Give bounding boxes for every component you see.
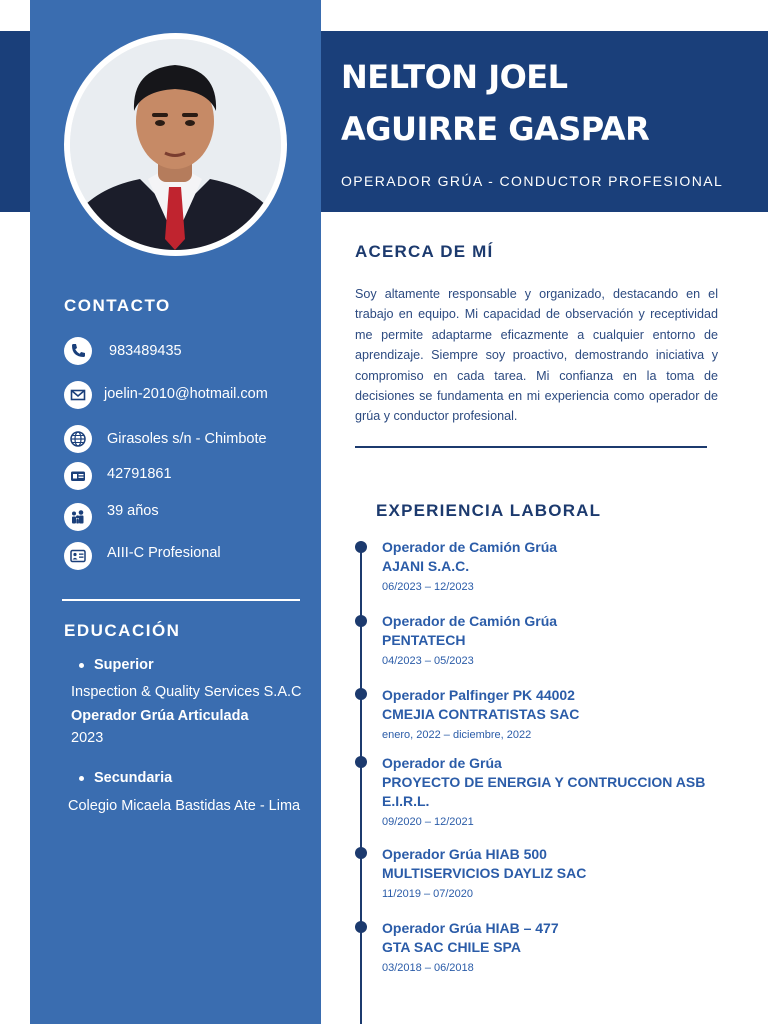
globe-icon [64,425,92,453]
job-role: Operador de Camión Grúa [382,613,558,629]
about-divider [355,446,707,448]
job-entry [382,685,722,742]
about-heading: ACERCA DE MÍ [355,242,494,261]
education-institution: Colegio Micaela Bastidas Ate - Lima [68,798,301,814]
contact-address: Girasoles s/n - Chimbote [107,431,267,447]
job-entry [382,611,722,668]
phone-icon [64,337,92,365]
job-dates: 04/2023 – 05/2023 [382,655,474,667]
about-text: Soy altamente responsable y organizado, destacando en el trabajo en equipo. Mi capacidad de observación y receptividad me permite adaptarme eficazmente a cualquier entorno de aprendizaje. Siempre soy proactivo, demostrando iniciativa y compromiso en cada tarea. Mi confianza en la toma de decisiones se fundamenta en mi experiencia como operador de grúa y conductor profesional. [355,287,718,424]
job-role: Operador Grúa HIAB – 477 [382,920,559,936]
job-entry [382,537,722,594]
job-company: GTA SAC CHILE SPA [382,939,521,955]
job-company: CMEJIA CONTRATISTAS SAC [382,706,580,722]
contact-dni: 42791861 [107,466,172,482]
job-role: Operador de Camión Grúa [382,539,558,555]
contact-phone: 983489435 [109,343,182,359]
job-company: PROYECTO DE ENERGIA Y CONTRUCCION ASB E.I.R.L. [382,774,706,809]
name-second-line: AGUIRRE GASPAR [341,110,650,148]
bullet [79,663,84,668]
bullet [79,776,84,781]
contact-email: joelin-2010@hotmail.com [104,386,268,402]
job-company: MULTISERVICIOS DAYLIZ SAC [382,865,587,881]
contact-age: 39 años [107,503,159,519]
timeline-dot [355,756,367,768]
license-icon [64,542,92,570]
family-icon [64,503,92,531]
job-entry [382,844,722,901]
education-year: 2023 [71,730,104,746]
timeline-dot [355,688,367,700]
profile-photo-illustration [70,39,281,250]
timeline-dot [355,847,367,859]
job-role: Operador Grúa HIAB 500 [382,846,547,862]
job-company: AJANI S.A.C. [382,558,470,574]
email-icon [64,381,92,409]
profile-photo [70,39,281,250]
experience-heading: EXPERIENCIA LABORAL [376,501,602,520]
job-dates: 09/2020 – 12/2021 [382,816,474,828]
id-card-icon [64,462,92,490]
education-level: Secundaria [94,770,173,786]
job-role: Operador de Grúa [382,755,502,771]
education-heading: EDUCACIÓN [64,621,181,640]
job-dates: enero, 2022 – diciembre, 2022 [382,729,532,741]
education-program: Operador Grúa Articulada [71,708,249,724]
name-first-line: NELTON JOEL [341,58,568,96]
education-institution: Inspection & Quality Services S.A.C [71,684,302,700]
timeline-dot [355,541,367,553]
job-entry [382,753,722,829]
job-title: OPERADOR GRÚA - CONDUCTOR PROFESIONAL [341,173,724,189]
sidebar-divider [62,599,300,601]
job-dates: 11/2019 – 07/2020 [382,888,473,900]
job-dates: 03/2018 – 06/2018 [382,962,474,974]
education-level: Superior [94,657,154,673]
timeline-dot [355,615,367,627]
job-entry [382,918,722,975]
contact-heading: CONTACTO [64,296,171,315]
job-role: Operador Palfinger PK 44002 [382,687,575,703]
contact-license: AIII-C Profesional [107,545,221,561]
job-company: PENTATECH [382,632,466,648]
timeline-dot [355,921,367,933]
job-dates: 06/2023 – 12/2023 [382,581,474,593]
